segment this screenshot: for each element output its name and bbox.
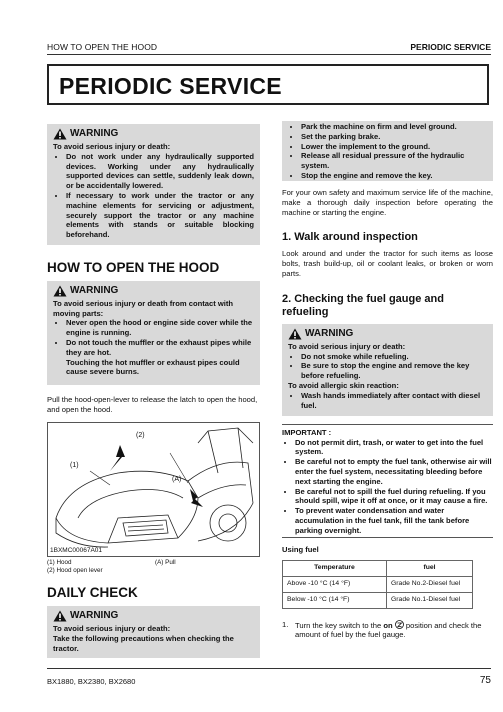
key-switch-icon (395, 620, 404, 629)
warning-text: Take the following precautions when checking the tractor. (53, 633, 234, 653)
warning-lead: To avoid serious injury or death from contact with moving parts: (53, 298, 234, 318)
arrow-up-icon (110, 445, 125, 471)
list-item: • Never open the hood or engine side cover while the engine is running. (66, 318, 254, 338)
warning-title: WARNING (70, 610, 119, 622)
callout-2: (2) (136, 432, 145, 440)
list-item: • To prevent water condensation and water accumulation in the fuel tank, fill the tank before parking overnight. (295, 506, 493, 535)
list-item: • Be careful not to spill the fuel during refueling. If you should spill, wipe it off at once, or it may cause a fire. (295, 487, 493, 507)
warning-lead: To avoid serious injury or death: (288, 341, 406, 351)
right-column (282, 121, 493, 640)
list-item: • Be careful not to empty the fuel tank, otherwise air will enter the fuel system, necessitating bleeding before next starting the engine. (295, 457, 493, 486)
table-header: fuel (387, 560, 473, 576)
list-item: • Lower the implement to the ground. (301, 142, 487, 152)
warning-lead: To avoid serious injury or death: (53, 142, 171, 151)
arrow-pull-icon (190, 489, 203, 507)
page-title-box (47, 64, 489, 105)
list-item: • Do not permit dirt, trash, or water to get into the fuel system. (295, 438, 493, 458)
table-cell: Grade No.2-Diesel fuel (387, 576, 473, 592)
fuel-table (282, 560, 473, 609)
page-number: 75 (479, 675, 491, 686)
legend-item: (A) Pull (155, 559, 176, 567)
warning-icon (53, 610, 67, 622)
list-item: • If necessary to work under the tractor or any machine elements for servicing or adjustment, securely support the tractor or any machine elements with stands or suitable blocking beforehand. (66, 191, 254, 240)
warning-icon (288, 328, 302, 340)
warning-box-general (47, 124, 260, 245)
footer-rule (47, 668, 491, 669)
figure-code: 1BXMC00067A01 (50, 546, 103, 554)
step-text: position and check the amount of fuel by the fuel gauge. (295, 620, 482, 640)
warning-icon (53, 285, 67, 297)
warning-list (53, 318, 254, 357)
warning-lead: To avoid allergic skin reaction: (288, 380, 399, 390)
step-on-label: on (383, 620, 393, 630)
page-title: PERIODIC SERVICE (59, 73, 282, 99)
list-item: • Release all residual pressure of the hydraulic system. (301, 151, 487, 171)
table-row (283, 592, 473, 608)
important-list (282, 438, 493, 536)
step-number: 1. (282, 619, 289, 629)
left-column (47, 124, 260, 658)
hood-figure (47, 422, 260, 557)
warning-title: WARNING (70, 128, 119, 140)
table-cell: Grade No.1-Diesel fuel (387, 592, 473, 608)
header-rule (47, 54, 491, 55)
warning-lead: To avoid serious injury or death: (53, 624, 171, 634)
step-1 (282, 620, 493, 641)
list-item: • Set the parking brake. (301, 132, 487, 142)
warning-title: WARNING (305, 327, 354, 339)
section-heading-walk: 1. Walk around inspection (282, 231, 418, 244)
warning-list (53, 152, 254, 240)
section-heading-hood: HOW TO OPEN THE HOOD (47, 260, 220, 275)
figure-legend (47, 559, 260, 575)
list-item: • Do not smoke while refueling. (301, 352, 487, 362)
callout-a: (A) (172, 476, 182, 484)
footer-models: BX1880, BX2380, BX2680 (47, 677, 136, 686)
table-cell: Above -10 °C (14 °F) (283, 576, 387, 592)
daily-intro: For your own safety and maximum service life of the machine, make a thorough daily inspection before operating the machine or starting the engine. (282, 188, 493, 217)
list-item: • Park the machine on firm and level ground. (301, 122, 487, 132)
warning-box-daily (47, 606, 260, 658)
hood-instructions: Pull the hood-open-lever to release the latch to open the hood, and open the hood. (47, 394, 258, 414)
step-text: Turn the key switch to the (295, 620, 382, 630)
using-fuel-label: Using fuel (282, 544, 319, 554)
warning-extra: Touching the hot muffler or exhaust pipes could cause severe burns. (66, 357, 240, 377)
table-row (283, 576, 473, 592)
legend-item: (2) Hood open lever (47, 567, 103, 575)
table-header-row (283, 560, 473, 576)
list-item: • Wash hands immediately after contact with diesel fuel. (301, 391, 487, 411)
list-item: • Do not touch the muffler or the exhaust pipes while they are hot. (66, 338, 254, 358)
header-chapter-title: PERIODIC SERVICE (410, 42, 491, 52)
important-box (282, 424, 493, 538)
list-item: • Stop the engine and remove the key. (301, 171, 487, 181)
warning-box-continued (282, 121, 493, 181)
warning-icon (53, 128, 67, 140)
section-heading-fuel: 2. Checking the fuel gauge and refueling (282, 292, 444, 318)
table-header: Temperature (283, 560, 387, 576)
walk-body: Look around and under the tractor for such items as loose bolts, trash build-up, oil or coolant leaks, or broken or worn parts. (282, 249, 493, 278)
callout-1: (1) (70, 462, 79, 470)
warning-box-fuel (282, 324, 493, 416)
header-section-title: HOW TO OPEN THE HOOD (47, 42, 158, 52)
important-title: IMPORTANT : (282, 427, 332, 437)
warning-box-hood (47, 281, 260, 385)
list-item: • Be sure to stop the engine and remove the key before refueling. (301, 361, 487, 381)
section-heading-daily: DAILY CHECK (47, 585, 138, 601)
precaution-list (288, 122, 487, 181)
list-item: • Do not work under any hydraulically supported devices. Working under any hydraulically supported devices can settle, suddenly leak down, or be accidentally lowered. (66, 152, 254, 191)
legend-item: (1) Hood (47, 559, 72, 567)
warning-title: WARNING (70, 284, 119, 296)
table-cell: Below -10 °C (14 °F) (283, 592, 387, 608)
tractor-hood-illustration (48, 423, 259, 556)
